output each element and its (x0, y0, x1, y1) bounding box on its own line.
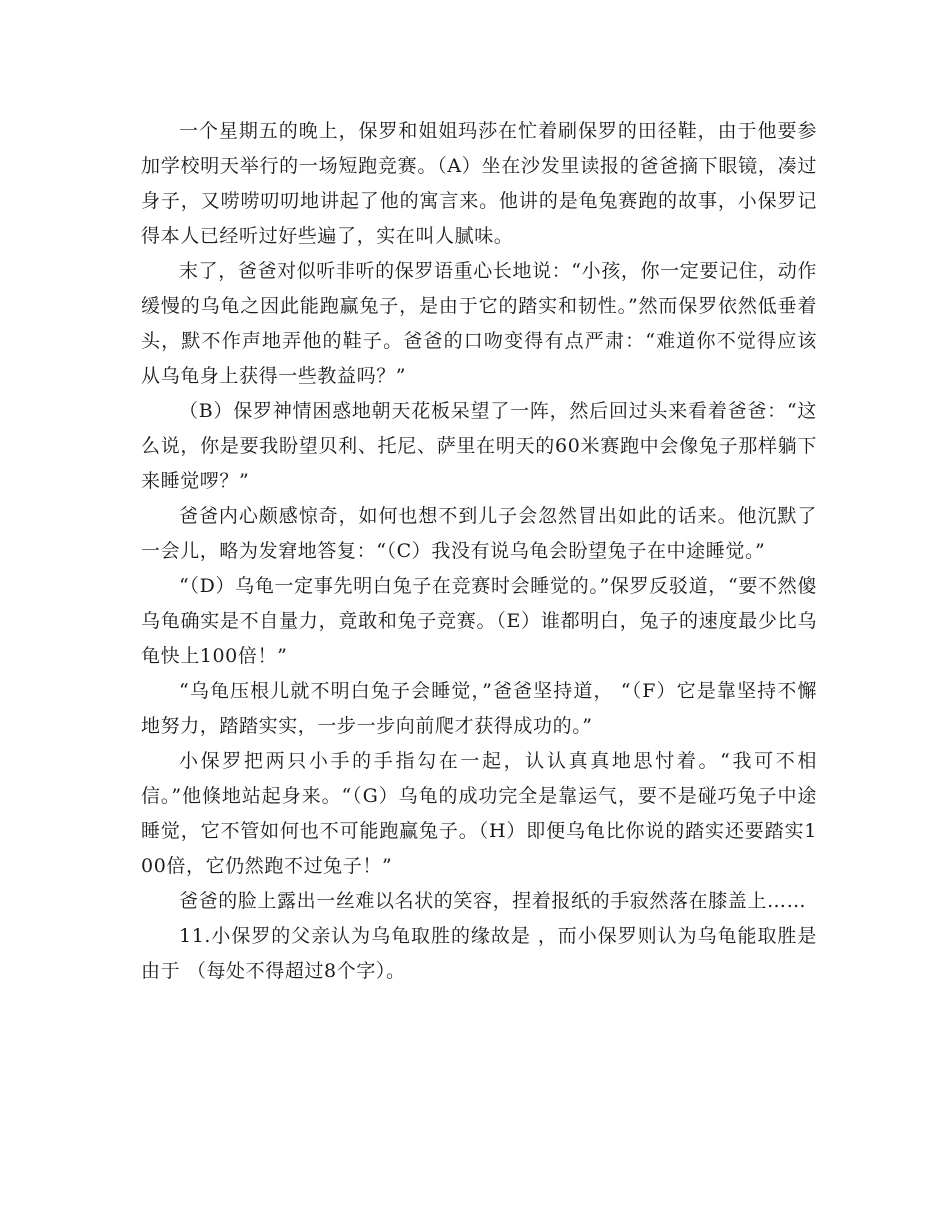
paragraph-2: 末了，爸爸对似听非听的保罗语重心长地说：“小孩，你一定要记住，动作缓慢的乌龟之因此能跑赢兔子，是由于它的踏实和韧性。”然而保罗依然低垂着头，默不作声地弄他的鞋子。爸爸的口吻变得有点严肃：“难道你不觉得应该从乌龟身上获得一些教益吗？” (141, 260, 817, 387)
paragraph-6: “乌龟压根儿就不明白兔子会睡觉，”爸爸坚持道， “（F）它是靠坚持不懈地努力，踏踏实实，一步一步向前爬才获得成功的。” (141, 680, 817, 737)
paragraph-4: 爸爸内心颇感惊奇，如何也想不到儿子会忽然冒出如此的话来。他沉默了一会儿，略为发窘地答复：“（C）我没有说乌龟会盼望兔子在中途睡觉。” (141, 505, 817, 562)
document-page (141, 114, 817, 989)
paragraph-3: （B）保罗神情困惑地朝天花板呆望了一阵，然后回过头来看着爸爸：“这么说，你是要我盼望贝利、托尼、萨里在明天的60米赛跑中会像兔子那样躺下来睡觉啰？” (141, 400, 817, 492)
paragraph-1: 一个星期五的晚上，保罗和姐姐玛莎在忙着刷保罗的田径鞋，由于他要参加学校明天举行的一场短跑竞赛。（A）坐在沙发里读报的爸爸摘下眼镜，凑过身子，又唠唠叨叨地讲起了他的寓言来。他讲的是龟兔赛跑的故事，小保罗记得本人已经听过好些遍了，实在叫人腻味。 (141, 120, 817, 247)
paragraph-5: “（D）乌龟一定事先明白兔子在竞赛时会睡觉的。”保罗反驳道，“要不然傻乌龟确实是不自量力，竟敢和兔子竞赛。（E）谁都明白，兔子的速度最少比乌龟快上100倍！” (141, 575, 817, 667)
question-11: 11.小保罗的父亲认为乌龟取胜的缘故是 ，而小保罗则认为乌龟能取胜是由于 （每处不得超过8个字）。 (141, 925, 817, 982)
paragraph-7: 小保罗把两只小手的手指勾在一起，认认真真地思忖着。“我可不相信。”他倏地站起身来。“（G）乌龟的成功完全是靠运气，要不是碰巧兔子中途睡觉，它不管如何也不可能跑赢兔子。（H）即便乌龟比你说的踏实还要踏实100倍，它仍然跑不过兔子！” (141, 750, 817, 877)
paragraph-8: 爸爸的脸上露出一丝难以名状的笑容，捏着报纸的手寂然落在膝盖上…… (179, 890, 807, 912)
